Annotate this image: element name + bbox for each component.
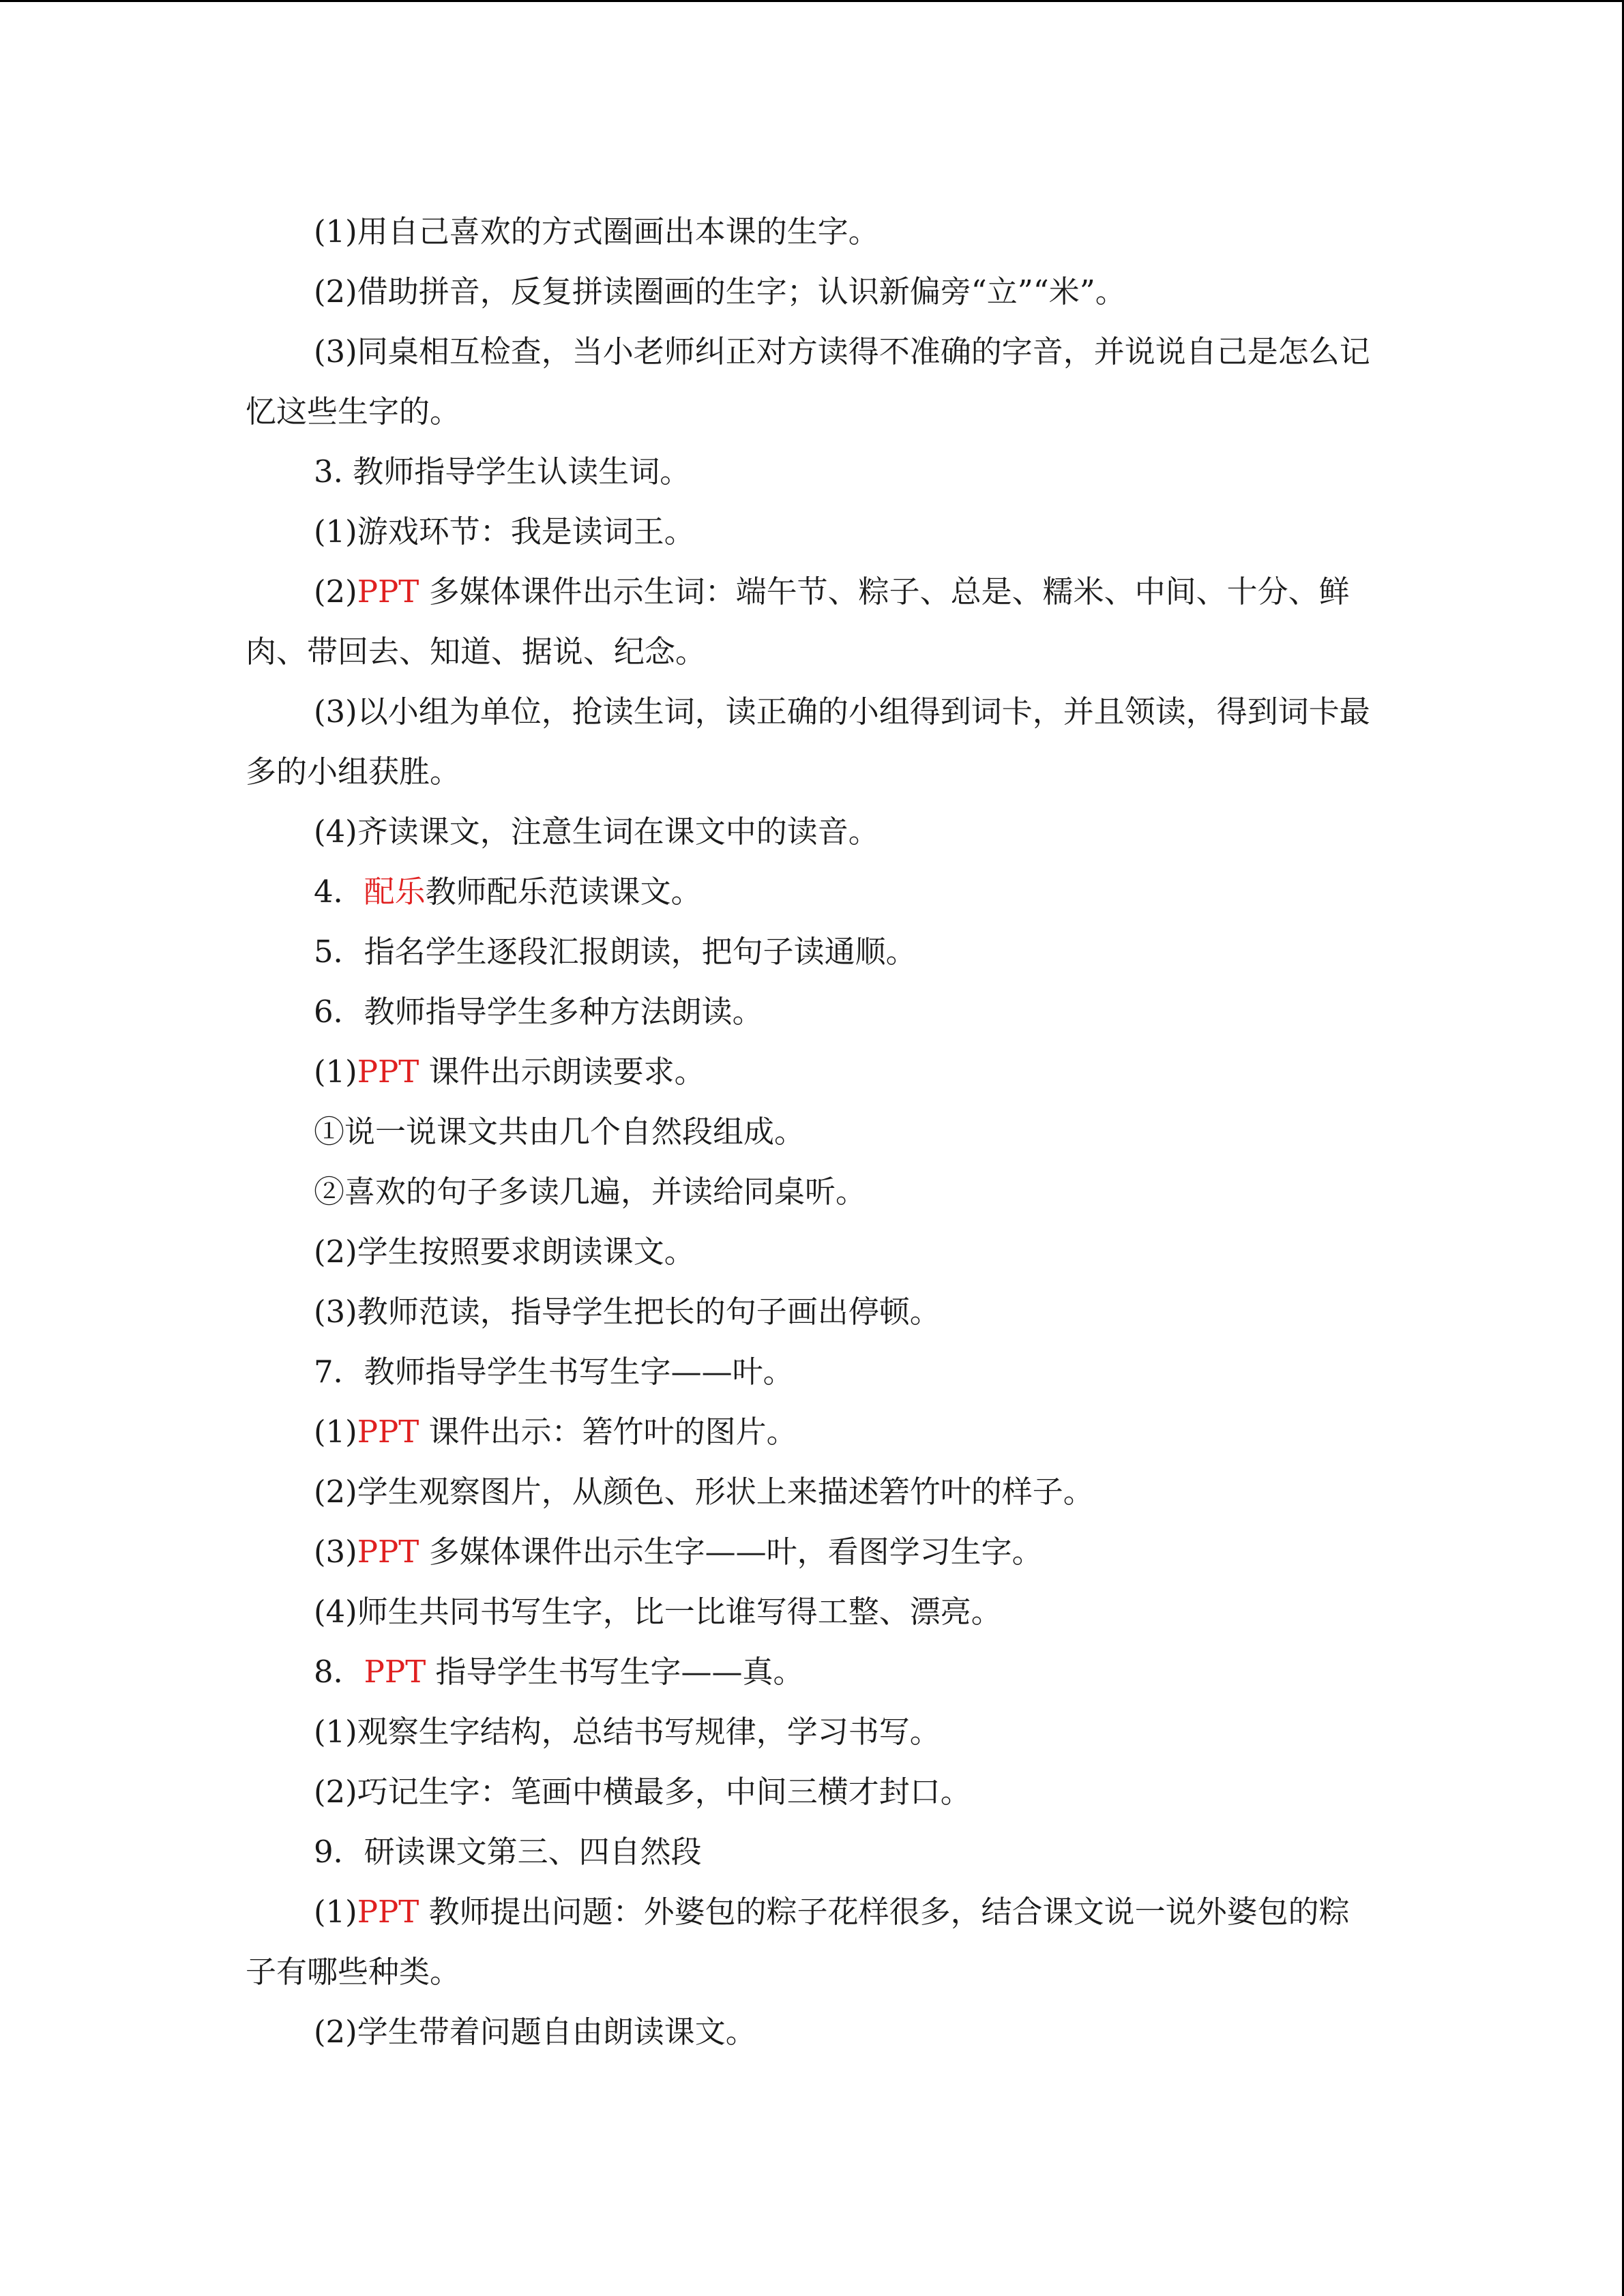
ppt-marker: PPT bbox=[364, 1654, 426, 1690]
ppt-marker: PPT bbox=[357, 1054, 419, 1090]
paragraph: (4)齐读课文，注意生词在课文中的读音。 bbox=[314, 814, 879, 850]
paragraph: (2)巧记生字：笔画中横最多，中间三横才封口。 bbox=[314, 1774, 971, 1810]
paragraph: (2)学生观察图片，从颜色、形状上来描述箬竹叶的样子。 bbox=[314, 1474, 1094, 1510]
paragraph: (3)PPT 多媒体课件出示生字——叶，看图学习生字。 bbox=[314, 1534, 1043, 1570]
paragraph: (1)PPT 课件出示朗读要求。 bbox=[314, 1054, 705, 1090]
paragraph: (2)学生按照要求朗读课文。 bbox=[314, 1234, 695, 1270]
paragraph: 9．研读课文第三、四自然段 bbox=[314, 1834, 702, 1870]
music-marker: 配乐 bbox=[364, 874, 426, 910]
paragraph: (1)PPT 课件出示：箬竹叶的图片。 bbox=[314, 1414, 797, 1450]
paragraph: 5．指名学生逐段汇报朗读，把句子读通顺。 bbox=[314, 934, 917, 970]
ppt-marker: PPT bbox=[357, 1534, 419, 1570]
ppt-marker: PPT bbox=[357, 1414, 419, 1450]
paragraph: (1)游戏环节：我是读词王。 bbox=[314, 513, 695, 550]
paragraph: (2)学生带着问题自由朗读课文。 bbox=[314, 2014, 756, 2050]
ppt-marker: PPT bbox=[357, 573, 419, 610]
paragraph: 8．PPT 指导学生书写生字——真。 bbox=[314, 1654, 804, 1690]
paragraph: (4)师生共同书写生字，比一比谁写得工整、漂亮。 bbox=[314, 1594, 1002, 1630]
paragraph: (3)教师范读，指导学生把长的句子画出停顿。 bbox=[314, 1294, 941, 1330]
paragraph: 7．教师指导学生书写生字——叶。 bbox=[314, 1354, 794, 1390]
paragraph: (2)PPT 多媒体课件出示生词：端午节、粽子、总是、糯米、中间、十分、鲜肉、带回去、知道、据说、纪念。 bbox=[246, 573, 1350, 670]
top-border-line bbox=[0, 0, 1624, 2]
paragraph: ②喜欢的句子多读几遍，并读给同桌听。 bbox=[314, 1174, 867, 1210]
paragraph: (3)以小组为单位，抢读生词，读正确的小组得到词卡，并且领读，得到词卡最多的小组获胜。 bbox=[246, 694, 1370, 790]
document-body bbox=[246, 202, 1378, 2062]
paragraph: (3)同桌相互检查，当小老师纠正对方读得不准确的字音，并说说自己是怎么记忆这些生字的。 bbox=[246, 333, 1370, 430]
paragraph: (1)观察生字结构，总结书写规律，学习书写。 bbox=[314, 1714, 941, 1750]
ppt-marker: PPT bbox=[357, 1894, 419, 1930]
paragraph: 3. 教师指导学生认读生词。 bbox=[314, 453, 691, 490]
paragraph: (2)借助拼音，反复拼读圈画的生字；认识新偏旁“立”“米”。 bbox=[314, 273, 1126, 310]
paragraph: ①说一说课文共由几个自然段组成。 bbox=[314, 1114, 806, 1150]
paragraph: 6．教师指导学生多种方法朗读。 bbox=[314, 994, 763, 1030]
paragraph: (1)用自己喜欢的方式圈画出本课的生字。 bbox=[314, 213, 879, 250]
paragraph: (1)PPT 教师提出问题：外婆包的粽子花样很多，结合课文说一说外婆包的粽子有哪些种类。 bbox=[246, 1894, 1350, 1990]
paragraph: 4．配乐教师配乐范读课文。 bbox=[314, 874, 702, 910]
